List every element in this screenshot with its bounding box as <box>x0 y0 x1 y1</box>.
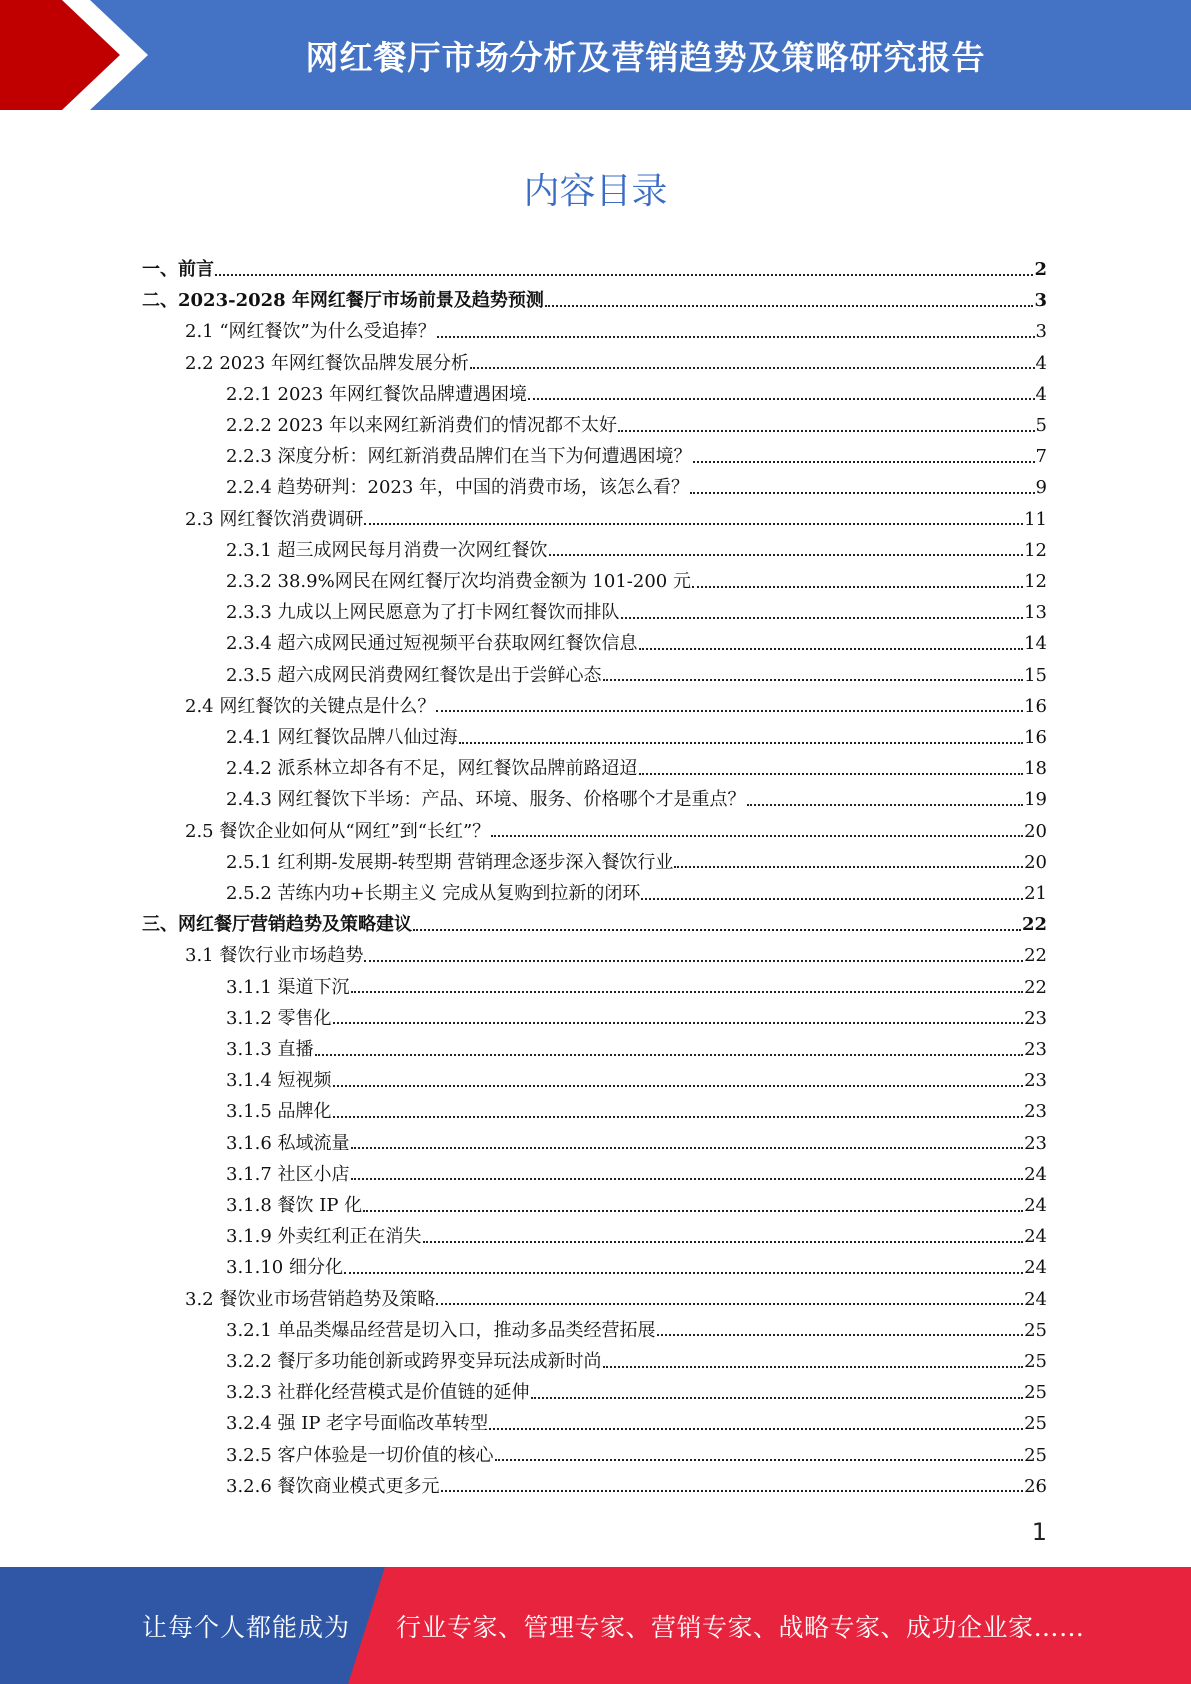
toc-entry[interactable] <box>185 691 1047 722</box>
toc-entry-label: 2.4.1 网红餐饮品牌八仙过海 <box>226 727 458 748</box>
toc-entry-page: 12 <box>1024 539 1047 561</box>
toc-entry-label: 3.1.9 外卖红利正在消失 <box>226 1226 422 1248</box>
toc-entry-page: 23 <box>1024 1070 1047 1092</box>
toc-entry-label: 3.2.5 客户体验是一切价值的核心 <box>226 1444 494 1466</box>
toc-entry[interactable] <box>226 753 1047 784</box>
toc-dot-leader <box>657 1334 1024 1336</box>
toc-entry[interactable] <box>226 878 1047 909</box>
toc-dot-leader <box>351 1147 1024 1149</box>
toc-entry-page: 25 <box>1024 1413 1047 1435</box>
toc-entry[interactable] <box>185 504 1047 535</box>
toc-entry-label: 3.1.6 私域流量 <box>226 1132 350 1154</box>
toc-dot-leader <box>495 1459 1024 1461</box>
toc-entry[interactable] <box>142 909 1047 940</box>
toc-entry[interactable] <box>226 1315 1047 1346</box>
toc-dot-leader <box>459 742 1024 744</box>
toc-entry-page: 22 <box>1024 945 1047 967</box>
toc-entry-page: 4 <box>1035 352 1047 374</box>
toc-entry-label: 2.4 网红餐饮的关键点是什么？ <box>185 695 436 717</box>
toc-entry[interactable] <box>226 1471 1047 1502</box>
footer-slogan-right: 行业专家、管理专家、营销专家、战略专家、成功企业家…… <box>396 1612 1085 1642</box>
toc-dot-leader <box>603 1366 1024 1368</box>
toc-entry-page: 3 <box>1035 321 1047 343</box>
toc-entry[interactable] <box>226 1034 1047 1065</box>
toc-entry-page: 21 <box>1024 883 1047 904</box>
toc-dot-leader <box>693 461 1035 463</box>
toc-dot-leader <box>747 804 1024 806</box>
toc-entry[interactable] <box>226 1190 1047 1221</box>
toc-entry-label: 2.3.5 超六成网民消费网红餐饮是出于尝鲜心态 <box>226 664 602 686</box>
toc-entry-page: 12 <box>1024 571 1047 592</box>
toc-dot-leader <box>692 586 1023 588</box>
toc-entry-page: 7 <box>1035 446 1047 468</box>
toc-entry-label: 3.1.7 社区小店 <box>226 1163 350 1185</box>
toc-entry-page: 4 <box>1035 383 1047 405</box>
toc-entry[interactable] <box>226 1128 1047 1159</box>
toc-dot-leader <box>618 430 1034 432</box>
toc-dot-leader <box>528 398 1034 400</box>
toc-entry[interactable] <box>226 1440 1047 1471</box>
toc-entry-page: 18 <box>1024 758 1047 780</box>
toc-entry[interactable] <box>226 784 1047 815</box>
toc-entry-page: 25 <box>1024 1319 1047 1341</box>
toc-dot-leader <box>333 1116 1024 1118</box>
toc-entry-label: 2.2 2023 年网红餐饮品牌发展分析 <box>185 352 469 374</box>
toc-entry-label: 3.2.2 餐厅多功能创新或跨界变异玩法成新时尚 <box>226 1351 602 1372</box>
toc-entry[interactable] <box>226 972 1047 1003</box>
toc-entry-page: 15 <box>1024 664 1047 686</box>
toc-entry-page: 2 <box>1034 259 1047 280</box>
toc-entry-page: 24 <box>1024 1195 1047 1216</box>
toc-entry-label: 2.5 餐饮企业如何从“网红”到“长红”？ <box>185 820 491 842</box>
toc-entry-label: 3.1.1 渠道下沉 <box>226 976 350 998</box>
toc-entry[interactable] <box>226 597 1047 628</box>
toc-entry-page: 16 <box>1024 695 1047 717</box>
report-title: 网红餐厅市场分析及营销趋势及策略研究报告 <box>305 37 986 77</box>
toc-dot-leader <box>351 1178 1024 1180</box>
toc-entry[interactable] <box>226 1003 1047 1034</box>
toc-entry[interactable] <box>142 285 1047 316</box>
toc-entry[interactable] <box>185 816 1047 847</box>
toc-entry[interactable] <box>226 1252 1047 1283</box>
toc-entry[interactable] <box>142 254 1047 285</box>
toc-dot-leader <box>639 648 1024 650</box>
toc-dot-leader <box>436 710 1023 712</box>
toc-entry-label: 2.2.3 深度分析：网红新消费品牌们在当下为何遭遇困境？ <box>226 446 692 468</box>
toc-entry-page: 11 <box>1024 508 1047 530</box>
toc-dot-leader <box>363 1210 1023 1212</box>
toc-entry[interactable] <box>226 1221 1047 1252</box>
toc-entry-label: 3.2.3 社群化经营模式是价值链的延伸 <box>226 1382 530 1404</box>
toc-dot-leader <box>470 367 1035 369</box>
toc-entry-page: 24 <box>1024 1226 1047 1248</box>
toc-entry[interactable] <box>226 566 1047 597</box>
toc-entry-label: 3.1 餐饮行业市场趋势 <box>185 945 364 967</box>
toc-dot-leader <box>436 1303 1023 1305</box>
toc-dot-leader <box>674 866 1023 868</box>
toc-entry[interactable] <box>226 1096 1047 1127</box>
toc-entry-page: 22 <box>1021 914 1047 936</box>
toc-dot-leader <box>364 960 1023 962</box>
toc-entry-page: 23 <box>1024 1132 1047 1154</box>
toc-entry-label: 3.2.4 强 IP 老字号面临改革转型 <box>226 1413 489 1435</box>
toc-entry-label: 一、前言 <box>142 259 214 280</box>
toc-entry[interactable] <box>226 660 1047 691</box>
toc-entry-page: 13 <box>1024 602 1047 624</box>
toc-dot-leader <box>351 991 1024 993</box>
toc-entry-label: 2.4.2 派系林立却各有不足，网红餐饮品牌前路迢迢 <box>226 758 638 780</box>
toc-entry-page: 24 <box>1024 1163 1047 1185</box>
toc-entry-page: 24 <box>1024 1288 1047 1310</box>
toc-entry[interactable] <box>226 1377 1047 1408</box>
toc-entry[interactable] <box>226 1159 1047 1190</box>
toc-dot-leader <box>364 523 1023 525</box>
toc-heading: 内容目录 <box>523 171 668 212</box>
toc-dot-leader <box>333 1022 1024 1024</box>
page-number: 1 <box>1031 1518 1047 1546</box>
toc-entry-label: 3.1.8 餐饮 IP 化 <box>226 1195 363 1216</box>
toc-entry-label: 3.2 餐饮业市场营销趋势及策略 <box>185 1288 436 1310</box>
toc-dot-leader <box>333 1085 1024 1087</box>
toc-entry[interactable] <box>226 379 1047 410</box>
toc-entry-label: 2.2.2 2023 年以来网红新消费们的情况都不太好 <box>226 415 618 436</box>
toc-entry-page: 25 <box>1024 1382 1047 1404</box>
toc-entry-label: 3.1.5 品牌化 <box>226 1101 332 1123</box>
toc-entry-label: 2.3.2 38.9%网民在网红餐厅次均消费金额为 101-200 元 <box>226 571 691 592</box>
toc-entry[interactable] <box>185 316 1047 347</box>
footer-band <box>0 1567 1191 1684</box>
toc-entry-label: 2.5.1 红利期-发展期-转型期 营销理念逐步深入餐饮行业 <box>226 851 674 873</box>
toc-entry[interactable] <box>226 1346 1047 1377</box>
toc-entry-label: 2.2.4 趋势研判：2023 年，中国的消费市场，该怎么看？ <box>226 477 690 499</box>
toc-entry-label: 2.5.2 苦练内功+长期主义 完成从复购到拉新的闭环 <box>226 883 641 904</box>
header-band <box>0 0 1191 110</box>
toc-entry-label: 三、网红餐厅营销趋势及策略建议 <box>142 914 412 936</box>
toc-entry-page: 24 <box>1024 1257 1047 1279</box>
toc-dot-leader <box>621 617 1024 619</box>
footer-slogan-left: 让每个人都能成为 <box>142 1612 351 1642</box>
toc-entry-label: 2.3 网红餐饮消费调研 <box>185 508 364 530</box>
toc-entry-label: 3.2.6 餐饮商业模式更多元 <box>226 1475 440 1497</box>
toc-entry-label: 2.2.1 2023 年网红餐饮品牌遭遇困境 <box>226 383 528 405</box>
toc-entry-page: 23 <box>1024 1039 1047 1060</box>
toc-entry[interactable] <box>226 1408 1047 1439</box>
toc-dot-leader <box>489 1428 1023 1430</box>
toc-entry[interactable] <box>226 441 1047 472</box>
toc-dot-leader <box>639 773 1024 775</box>
toc-entry[interactable] <box>226 410 1047 441</box>
toc-entry-page: 3 <box>1034 290 1047 312</box>
toc-entry-label: 2.3.1 超三成网民每月消费一次网红餐饮 <box>226 539 548 561</box>
toc-dot-leader <box>215 274 1033 276</box>
toc-dot-leader <box>641 898 1023 900</box>
toc-entry-page: 20 <box>1024 820 1047 842</box>
toc-entry-page: 25 <box>1024 1351 1047 1372</box>
toc-entry[interactable] <box>226 628 1047 659</box>
toc-entry-page: 14 <box>1024 633 1047 655</box>
toc-entry-page: 23 <box>1024 1101 1047 1123</box>
toc-entry-page: 9 <box>1035 477 1047 499</box>
toc-entry-label: 2.3.4 超六成网民通过短视频平台获取网红餐饮信息 <box>226 633 638 655</box>
toc-entry[interactable] <box>185 1284 1047 1315</box>
toc-entry-page: 23 <box>1024 1007 1047 1029</box>
toc-dot-leader <box>531 1397 1024 1399</box>
toc-entry-label: 二、2023-2028 年网红餐厅市场前景及趋势预测 <box>142 290 544 312</box>
toc-entry-page: 22 <box>1024 976 1047 998</box>
toc-dot-leader <box>491 835 1023 837</box>
toc-entry-page: 5 <box>1035 415 1047 436</box>
toc-entry-page: 20 <box>1024 851 1047 873</box>
toc-entry-label: 3.1.10 细分化 <box>226 1257 343 1279</box>
toc-entry[interactable] <box>226 535 1047 566</box>
toc-entry[interactable] <box>226 1065 1047 1096</box>
toc-entry-label: 2.3.3 九成以上网民愿意为了打卡网红餐饮而排队 <box>226 602 620 624</box>
toc-entry-label: 3.1.2 零售化 <box>226 1007 332 1029</box>
toc-dot-leader <box>437 336 1035 338</box>
toc-dot-leader <box>603 679 1024 681</box>
toc-entry[interactable] <box>226 847 1047 878</box>
toc-entry-page: 26 <box>1024 1475 1047 1497</box>
toc-dot-leader <box>413 929 1021 931</box>
toc-entry[interactable] <box>226 472 1047 503</box>
toc-entry-label: 2.4.3 网红餐饮下半场：产品、环境、服务、价格哪个才是重点？ <box>226 789 746 811</box>
toc-entry-label: 3.1.4 短视频 <box>226 1070 332 1092</box>
toc-entry-page: 16 <box>1024 727 1047 748</box>
toc-dot-leader <box>690 492 1034 494</box>
toc-entry-label: 3.2.1 单品类爆品经营是切入口，推动多品类经营拓展 <box>226 1319 656 1341</box>
toc-dot-leader <box>315 1054 1024 1056</box>
toc-dot-leader <box>549 554 1024 556</box>
toc-dot-leader <box>423 1241 1024 1243</box>
toc-entry-page: 19 <box>1024 789 1047 811</box>
toc-entry[interactable] <box>226 722 1047 753</box>
toc-entry-label: 3.1.3 直播 <box>226 1039 314 1060</box>
toc-entry[interactable] <box>185 348 1047 379</box>
toc-dot-leader <box>545 305 1034 307</box>
toc-entry-label: 2.1 “网红餐饮”为什么受追捧？ <box>185 321 436 343</box>
toc-entry-page: 25 <box>1024 1444 1047 1466</box>
toc-dot-leader <box>344 1272 1023 1274</box>
toc-dot-leader <box>441 1490 1024 1492</box>
toc-entry[interactable] <box>185 940 1047 971</box>
